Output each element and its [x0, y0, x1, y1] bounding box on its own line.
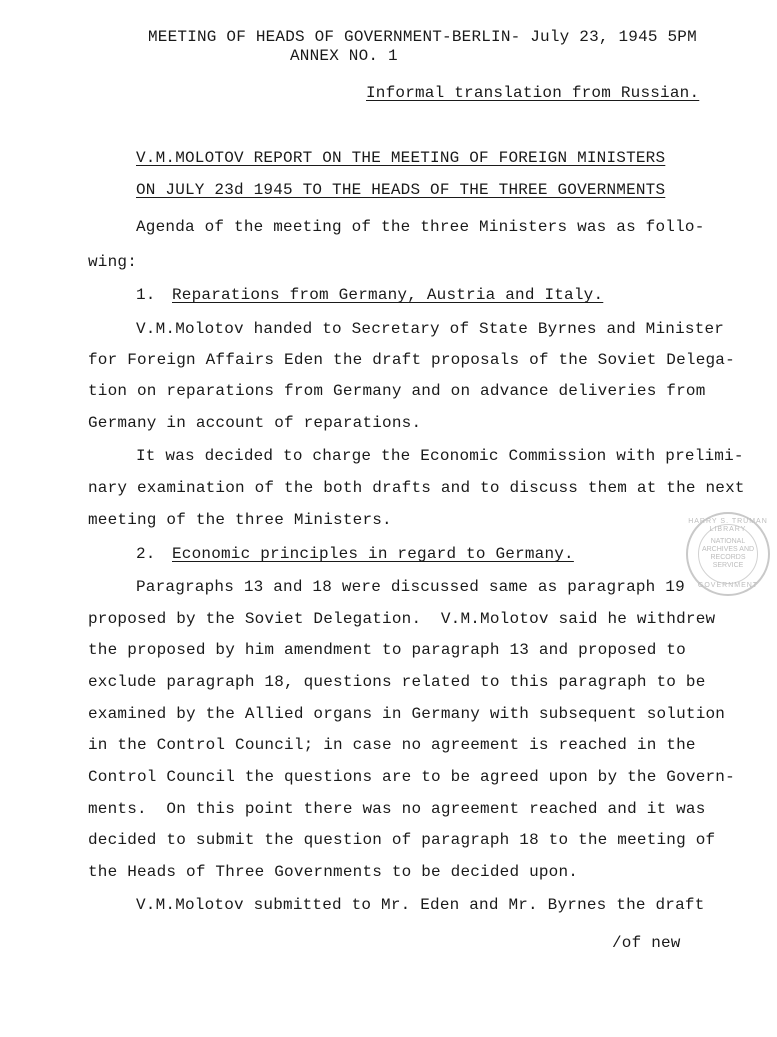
para-2-line-3: meeting of the three Ministers. — [88, 511, 392, 529]
page-continuation: /of new — [612, 934, 681, 952]
item-1-title: Reparations from Germany, Austria and Italy. — [172, 286, 604, 304]
annex-number: ANNEX NO. 1 — [290, 47, 398, 65]
archive-stamp — [686, 512, 770, 596]
para-3-line-2: proposed by the Soviet Delegation. V.M.Molotov said he withdrew — [88, 610, 716, 628]
para-3-line-4: exclude paragraph 18, questions related to this paragraph to be — [88, 673, 706, 691]
item-2-number: 2. — [136, 545, 156, 563]
report-title-line-1: V.M.MOLOTOV REPORT ON THE MEETING OF FOREIGN MINISTERS — [136, 149, 666, 167]
intro-line-2: wing: — [88, 253, 138, 271]
para-3-line-5: examined by the Allied organs in Germany with subsequent solution — [88, 705, 726, 723]
para-3-line-7: Control Council the questions are to be agreed upon by the Govern- — [88, 768, 735, 786]
para-1-line-3: tion on reparations from Germany and on advance deliveries from — [88, 382, 706, 400]
stamp-line-2: ARCHIVES AND — [701, 546, 755, 553]
stamp-ring-bottom: GOVERNMENT — [697, 582, 759, 589]
stamp-line-4: SERVICE — [712, 562, 744, 569]
para-1-line-4: Germany in account of reparations. — [88, 414, 422, 432]
stamp-line-3: RECORDS — [710, 554, 746, 561]
para-3-line-10: the Heads of Three Governments to be decided upon. — [88, 863, 579, 881]
para-2-line-2: nary examination of the both drafts and to discuss them at the next — [88, 479, 745, 497]
meeting-header: MEETING OF HEADS OF GOVERNMENT-BERLIN- July 23, 1945 5PM — [148, 28, 697, 46]
item-2-title: Economic principles in regard to Germany. — [172, 545, 574, 563]
para-2-line-1: It was decided to charge the Economic Commission with prelimi- — [136, 447, 744, 465]
translation-note: Informal translation from Russian. — [366, 84, 700, 102]
para-4-line-1: V.M.Molotov submitted to Mr. Eden and Mr. Byrnes the draft — [136, 896, 705, 914]
para-3-line-1: Paragraphs 13 and 18 were discussed same as paragraph 19 — [136, 578, 685, 596]
para-3-line-3: the proposed by him amendment to paragraph 13 and proposed to — [88, 641, 686, 659]
item-1-number: 1. — [136, 286, 156, 304]
intro-line-1: Agenda of the meeting of the three Ministers was as follo- — [136, 218, 705, 236]
report-title-line-2: ON JULY 23d 1945 TO THE HEADS OF THE THREE GOVERNMENTS — [136, 181, 666, 199]
para-1-line-1: V.M.Molotov handed to Secretary of State Byrnes and Minister — [136, 320, 725, 338]
para-3-line-6: in the Control Council; in case no agreement is reached in the — [88, 736, 696, 754]
para-3-line-9: decided to submit the question of paragraph 18 to the meeting of — [88, 831, 716, 849]
para-3-line-8: ments. On this point there was no agreement reached and it was — [88, 800, 706, 818]
stamp-ring-top: HARRY S. TRUMAN LIBRARY — [688, 518, 768, 533]
stamp-line-1: NATIONAL — [710, 538, 746, 545]
para-1-line-2: for Foreign Affairs Eden the draft proposals of the Soviet Delega- — [88, 351, 735, 369]
